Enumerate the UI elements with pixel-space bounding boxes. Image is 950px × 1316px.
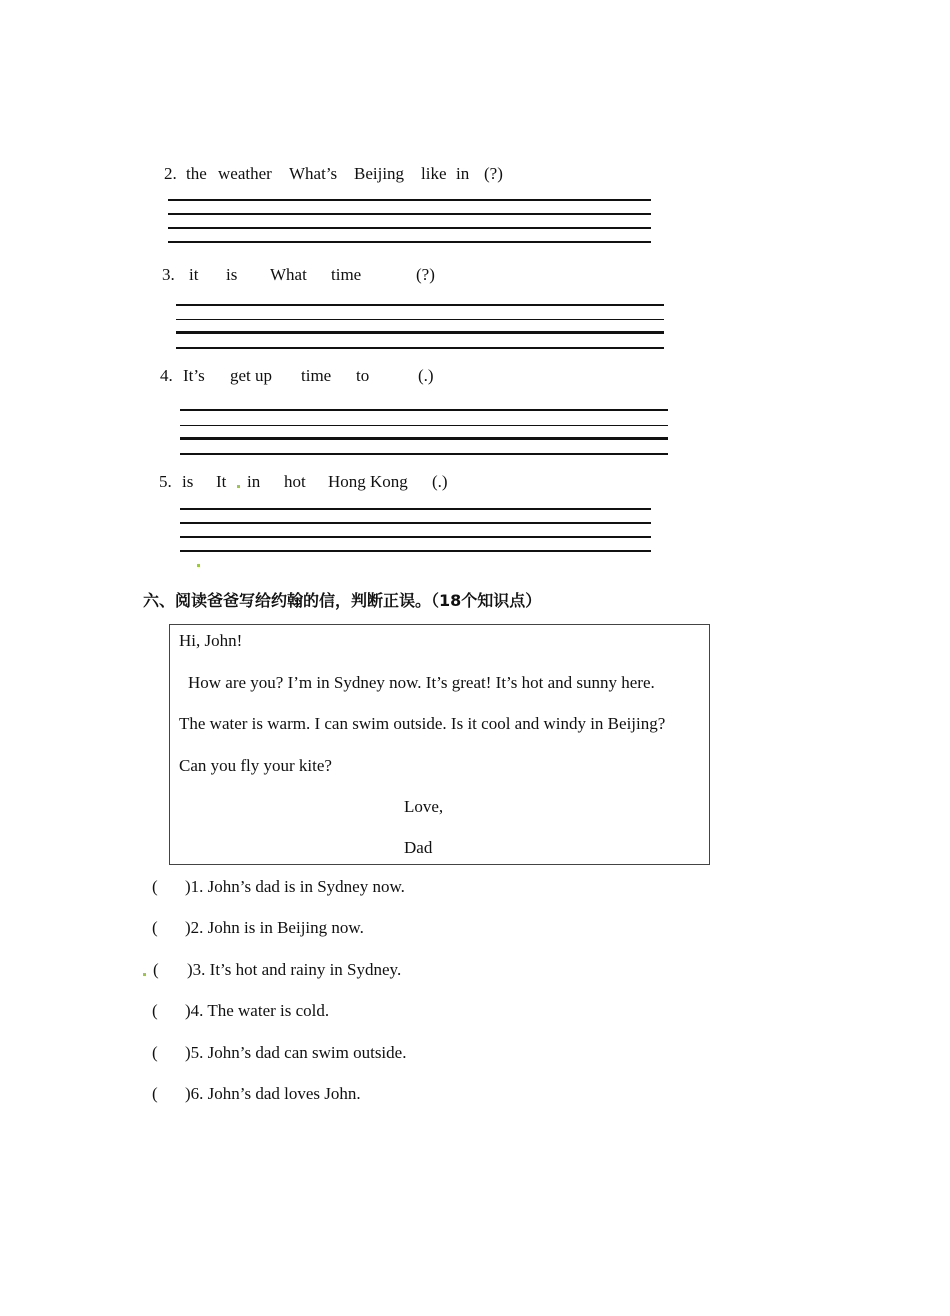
word-token: is xyxy=(182,472,194,491)
word-token: in xyxy=(247,472,261,491)
question-number: 5. xyxy=(159,472,172,491)
statement-text: )3. It’s hot and rainy in Sydney. xyxy=(187,960,402,979)
statement-text: )4. The water is cold. xyxy=(185,1001,330,1020)
answer-paren[interactable]: ( xyxy=(153,960,159,979)
answer-paren[interactable]: ( xyxy=(152,877,158,896)
word-token: (.) xyxy=(418,366,434,385)
word-token: (.) xyxy=(432,472,448,491)
question-number: 4. xyxy=(160,366,173,385)
word-token: it xyxy=(189,265,199,284)
stray-dot xyxy=(237,485,240,488)
answer-paren[interactable]: ( xyxy=(152,918,158,937)
letter-closing: Love, xyxy=(404,797,444,816)
word-token: (?) xyxy=(484,164,503,183)
letter-line: How are you? I’m in Sydney now. It’s great! It’s hot and sunny here. xyxy=(188,673,655,692)
statement-text: )5. John’s dad can swim outside. xyxy=(185,1043,407,1062)
answer-paren[interactable]: ( xyxy=(152,1084,158,1103)
statement-text: )2. John is in Beijing now. xyxy=(185,918,364,937)
word-token: time xyxy=(301,366,332,385)
word-token: It xyxy=(216,472,227,491)
section-heading: 六、阅读爸爸写给约翰的信，判断正误。（18个知识点） xyxy=(143,591,542,610)
word-token: It’s xyxy=(183,366,205,385)
word-token: What xyxy=(270,265,307,284)
stray-dot xyxy=(197,564,200,567)
answer-paren[interactable]: ( xyxy=(152,1001,158,1020)
word-token: Beijing xyxy=(354,164,405,183)
word-token: time xyxy=(331,265,362,284)
word-token: the xyxy=(186,164,207,183)
word-token: What’s xyxy=(289,164,338,183)
word-token: weather xyxy=(218,164,272,183)
question-number: 3. xyxy=(162,265,175,284)
statement-text: )6. John’s dad loves John. xyxy=(185,1084,361,1103)
word-token: to xyxy=(356,366,370,385)
letter-line: Can you fly your kite? xyxy=(179,756,332,775)
word-token: (?) xyxy=(416,265,435,284)
word-token: is xyxy=(226,265,238,284)
word-token: Hong Kong xyxy=(328,472,408,491)
word-token: like xyxy=(421,164,447,183)
letter-greeting: Hi, John! xyxy=(179,631,243,650)
word-token: hot xyxy=(284,472,306,491)
letter-line: The water is warm. I can swim outside. Is it cool and windy in Beijing? xyxy=(179,714,666,733)
statement-text: )1. John’s dad is in Sydney now. xyxy=(185,877,405,896)
letter-box xyxy=(169,624,710,865)
word-token: get up xyxy=(230,366,273,385)
letter-signature: Dad xyxy=(404,838,433,857)
word-token: in xyxy=(456,164,470,183)
question-number: 2. xyxy=(164,164,177,183)
stray-dot xyxy=(143,973,146,976)
answer-paren[interactable]: ( xyxy=(152,1043,158,1062)
